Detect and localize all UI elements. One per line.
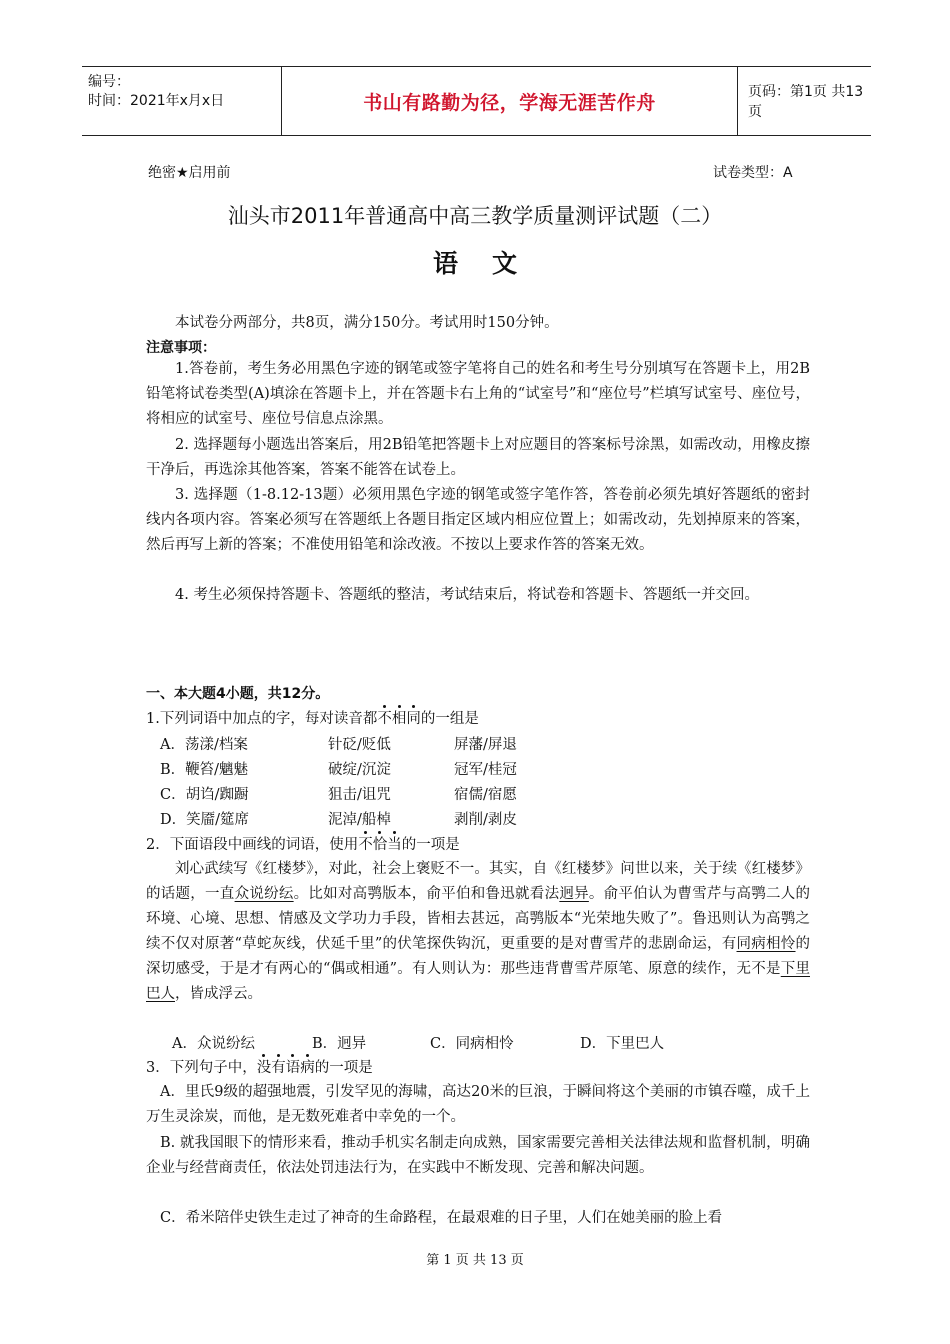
exam-title: 汕头市2011年普通高中高三教学质量测评试题（二）	[227, 204, 723, 228]
q1-stem-emphasis	[377, 711, 421, 727]
q2-passage	[146, 857, 810, 1007]
q3-stem-b: 的一项是	[314, 1060, 373, 1076]
q2-underline-2: 迥异	[559, 886, 589, 902]
subject-title: 语文	[432, 249, 551, 278]
q2-passage-5: ，皆成浮云。	[175, 986, 262, 1002]
emphasis-char: 不	[377, 711, 392, 727]
q1-option-cell: 狙击/诅咒	[328, 787, 391, 803]
q3-option-b: B. 就我国眼下的情形来看，推动手机实名制走向成熟，国家需要完善相关法律法规和监督机制，明确企业与经营商责任，依法处罚违法行为，在实践中不断发现、完善和解决问题。	[146, 1135, 810, 1176]
q2-option: A．众说纷纭	[172, 1036, 255, 1052]
q1-option-cell: 冠军/桂冠	[454, 762, 517, 778]
q1-option-cell: 针砭/贬低	[328, 737, 391, 753]
q1-option-cell: A．荡漾/档案	[160, 737, 248, 753]
q2-underline-4: 下里巴人	[146, 961, 810, 1002]
header-motto-cell	[282, 67, 738, 135]
q1-option-cell: D．笑靥/筵席	[160, 812, 250, 828]
q3-option-c: C．希米陪伴史铁生走过了神奇的生命路程，在最艰难的日子里，人们在她美丽的脸上看	[160, 1210, 723, 1226]
emphasis-char: 病	[300, 1060, 315, 1076]
emphasis-char: 当	[387, 837, 402, 853]
secret-label: 绝密★启用前	[148, 165, 231, 181]
q1-stem-b: 的一组是	[420, 711, 479, 727]
number-label: 编号：	[88, 74, 130, 90]
q1-option-cell: 屏藩/屏退	[454, 737, 517, 753]
q2-stem	[146, 833, 810, 858]
q2-passage-3: 。俞平伯认为曹雪芹与高鹗二人的环境、心境、思想、情感及文学功力手段，皆相去甚远，高鹗版本“光荣地失败了”。鲁迅则认为高鹗之续不仅对原著“草蛇灰线，伏延千里”的伏笔探佚钩沉，更重要的是对曹雪芹的悲剧命运，有	[146, 886, 811, 952]
header-meta	[82, 67, 282, 135]
q2-stem-emphasis	[358, 837, 402, 853]
emphasis-char: 不	[358, 837, 373, 853]
emphasis-char: 相	[391, 711, 407, 727]
q2-option: D．下里巴人	[580, 1036, 665, 1052]
q3-stem-a: 3．下列句子中，	[146, 1060, 257, 1076]
section-heading: 一、本大题4小题，共12分。	[146, 686, 330, 702]
q1-option-cell: 泥淖/船棹	[328, 812, 391, 828]
emphasis-char: 有	[271, 1060, 286, 1076]
q1-option-cell: 剥削/剥皮	[454, 812, 517, 828]
q2-stem-a: 2．下面语段中画线的词语，使用	[146, 837, 359, 853]
emphasis-char: 语	[285, 1060, 301, 1076]
note-2: 2. 选择题每小题选出答案后，用2B铅笔把答题卡上对应题目的答案标号涂黑，如需改动，用橡皮擦干净后，再选涂其他答案，答案不能答在试卷上。	[146, 437, 810, 478]
note-1: 1.答卷前，考生务必用黑色字迹的钢笔或签字笔将自己的姓名和考生号分别填写在答题卡上，用2B铅笔将试卷类型(A)填涂在答题卡上，并在答题卡右上角的“试室号”和“座位号”栏填写试室号、座位号，将相应的试室号、座位号信息点涂黑。	[146, 361, 810, 427]
page-header	[82, 66, 871, 136]
q1-option-cell: C．胡诌/踟蹰	[160, 787, 249, 803]
q2-passage-1: 刘心武续写《红楼梦》，对此，社会上褒贬不一。其实，自《红楼梦》问世以来，关于续《红楼梦》的话题，一直	[146, 861, 810, 902]
q2-stem-b: 的一项是	[401, 837, 460, 853]
header-motto: 书山有路勤为径，学海无涯苦作舟	[363, 91, 656, 114]
q2-passage-2: 。比如对高鹗版本，俞平伯和鲁迅就看法	[293, 886, 560, 902]
q2-underline-1: 众说纷纭	[234, 886, 294, 902]
emphasis-char: 恰	[372, 837, 388, 853]
q2-option: B．迥异	[312, 1036, 367, 1052]
page-footer: 第 1 页 共 13 页	[426, 1253, 524, 1268]
note-3: 3. 选择题（1-8.12-13题）必须用黑色字迹的钢笔或签字笔作答，答卷前必须先填好答题纸的密封线内各项内容。答案必须写在答题纸上各题目指定区域内相应位置上；如需改动，先划掉原来的答案，然后再写上新的答案；不准使用铅笔和涂改液。不按以上要求作答的答案无效。	[146, 487, 810, 553]
q2-passage-4: 的深切感受，于是才有两心的“偶或相通”。有人则认为：那些违背曹雪芹原笔、原意的续作，无不是	[146, 936, 811, 977]
q3-option-a: A．里氏9级的超强地震，引发罕见的海啸，高达20米的巨浪，于瞬间将这个美丽的市镇吞噬，成千上万生灵涂炭，而他，是无数死难者中幸免的一个。	[146, 1084, 810, 1125]
q3-stem-emphasis	[257, 1060, 315, 1076]
q2-underline-3: 同病相怜	[736, 936, 796, 952]
emphasis-char: 没	[256, 1060, 272, 1076]
q1-option-cell: B．鞭笞/魑魅	[160, 762, 249, 778]
q1-stem	[146, 707, 810, 732]
paper-type: 试卷类型：A	[713, 165, 793, 181]
q1-option-cell: 破绽/沉淀	[328, 762, 391, 778]
notes-heading: 注意事项：	[146, 340, 216, 356]
intro-text: 本试卷分两部分，共8页，满分150分。考试用时150分钟。	[175, 315, 559, 331]
header-page-info: 页码：第1页 共13页	[748, 84, 864, 120]
time-label: 时间：2021年x月x日	[88, 93, 225, 109]
q3-stem	[146, 1056, 810, 1081]
note-4: 4. 考生必须保持答题卡、答题纸的整洁，考试结束后，将试卷和答题卡、答题纸一并交回。	[175, 587, 759, 603]
emphasis-char: 同	[406, 711, 421, 727]
q2-option: C．同病相怜	[430, 1036, 514, 1052]
q1-option-cell: 宿儒/宿愿	[454, 787, 517, 803]
q1-stem-a: 1.下列词语中加点的字，每对读音都	[146, 711, 378, 727]
